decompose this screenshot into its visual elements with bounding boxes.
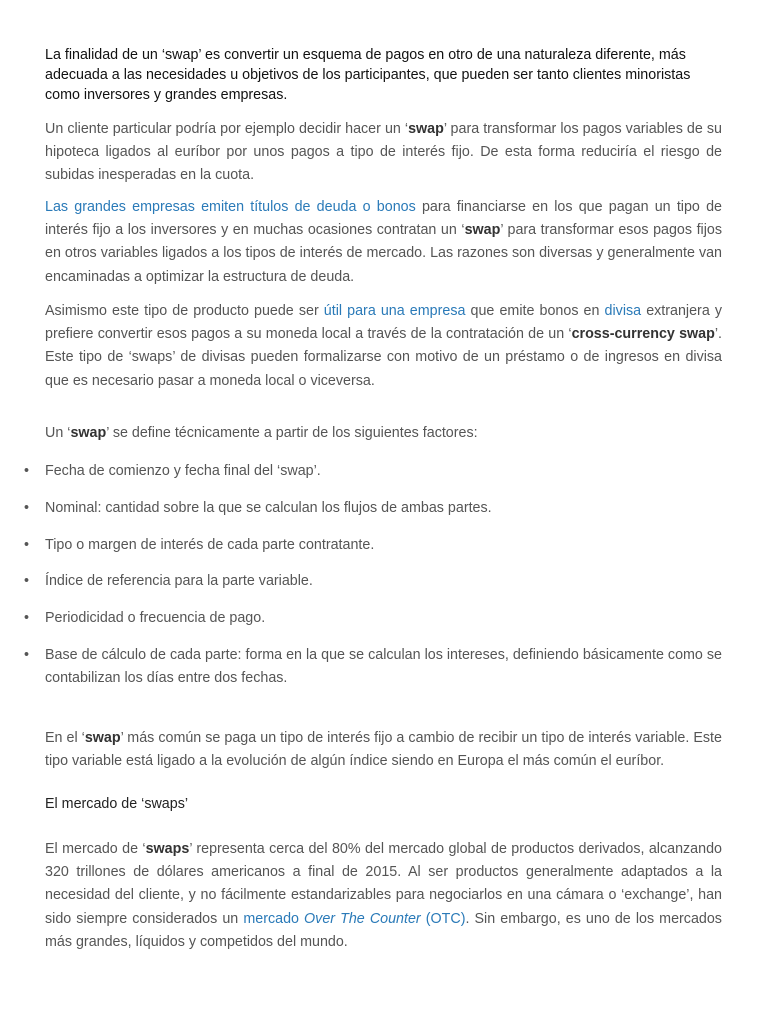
text-run: Un ‘	[45, 425, 71, 441]
intro-paragraph: La finalidad de un ‘swap’ es convertir un esquema de pagos en otro de una naturaleza diferente, más adecuada a las necesidades u objetivos de los participantes, que pueden ser tanto clientes minoristas como inversores y grandes empresas.	[45, 47, 691, 103]
paragraph-common-swap	[45, 727, 722, 773]
text-run: . Sin embargo, es uno de los mercados más grandes, líquidos y competidos del mundo.	[45, 910, 722, 950]
link-text: (OTC)	[420, 910, 466, 927]
list-item-text: Periodicidad o frecuencia de pago.	[45, 610, 266, 626]
list-item-text: Fecha de comienzo y fecha final del ‘swap’.	[45, 463, 321, 479]
list-item	[24, 570, 722, 593]
list-item-text: Nominal: cantidad sobre la que se calculan los flujos de ambas partes.	[45, 500, 492, 516]
paragraph-large-companies	[45, 196, 722, 289]
text-run: extranjera y prefiere convertir esos pagos a su moneda local a través de la contratación de un ‘	[45, 303, 723, 343]
list-item	[24, 534, 722, 557]
list-item-text: Índice de referencia para la parte variable.	[45, 573, 313, 589]
text-run: Un cliente particular podría por ejemplo decidir hacer un ‘	[45, 121, 409, 137]
list-item	[24, 607, 722, 630]
bold-term: cross-currency swap	[571, 326, 715, 343]
link-currency[interactable]: divisa	[604, 303, 642, 319]
bullet-icon: •	[24, 647, 30, 663]
link-useful-company[interactable]: útil para una empresa	[323, 303, 466, 319]
section-heading: El mercado de ‘swaps’	[45, 796, 189, 812]
paragraph-factors-intro	[45, 422, 722, 445]
bold-term: swap	[408, 121, 444, 137]
link-text: mercado	[243, 910, 305, 927]
link-otc-market[interactable]	[243, 911, 465, 927]
text-run: que emite bonos en	[465, 303, 605, 319]
list-item	[24, 460, 722, 483]
bullet-icon: •	[24, 500, 30, 516]
paragraph-swap-market	[45, 838, 722, 954]
bullet-icon: •	[24, 610, 30, 626]
list-item	[24, 497, 722, 520]
bold-term: swap	[84, 730, 121, 746]
bold-term: swaps	[145, 841, 190, 857]
text-run: ’ representa cerca del 80% del mercado global de productos derivados, alcanzando 320 trillones de dólares americanos a final de 2015. Al ser productos generalmente adaptados a la necesidad del cliente, y no fácilmente estandarizables para negociarlos en una cámara o ‘exchange’, han sido siempre considerados un	[45, 841, 722, 927]
list-item-text: Base de cálculo de cada parte: forma en la que se calculan los intereses, definiendo básicamente como se contabilizan los días entre dos fechas.	[45, 647, 722, 687]
list-item	[24, 644, 722, 690]
link-text-italic: Over The Counter	[304, 910, 421, 927]
text-run: ’ se define técnicamente a partir de los siguientes factores:	[106, 425, 478, 441]
paragraph-cross-currency	[45, 300, 722, 393]
bullet-icon: •	[24, 537, 30, 553]
list-item-text: Tipo o margen de interés de cada parte contratante.	[45, 537, 375, 553]
link-bonds[interactable]: Las grandes empresas emiten títulos de deuda o bonos	[45, 199, 416, 215]
text-run: El mercado de ‘	[45, 841, 146, 857]
text-run: ’ para transformar los pagos variables de su hipoteca ligados al euríbor por unos pagos a tipo de interés fijo. De esta forma reduciría el riesgo de subidas inesperadas en la cuota.	[45, 121, 722, 184]
paragraph-private-client	[45, 118, 722, 188]
text-run: En el ‘	[45, 730, 85, 746]
bold-term: swap	[464, 222, 501, 239]
bullet-icon: •	[24, 573, 30, 589]
text-run: ’ más común se paga un tipo de interés fijo a cambio de recibir un tipo de interés variable. Este tipo variable está ligado a la evolución de algún índice siendo en Europa el más común el euríbor.	[45, 730, 722, 770]
text-run: para financiarse en los que pagan un tipo de interés fijo a los inversores y en muchas ocasiones contratan un ‘	[45, 199, 722, 239]
text-run: Asimismo este tipo de producto puede ser	[45, 303, 324, 319]
bullet-icon: •	[24, 463, 30, 479]
text-run: ’. Este tipo de ‘swaps’ de divisas pueden formalizarse con motivo de un préstamo o de ingresos en divisa que es necesario pasar a moneda local o viceversa.	[45, 326, 722, 389]
bold-term-link: swap	[70, 425, 107, 441]
text-run: ’ para transformar esos pagos fijos en otros variables ligados a los tipos de interés de mercado. Las razones son diversas y generalmente van encaminadas a optimizar la estructura de deuda.	[45, 222, 722, 285]
